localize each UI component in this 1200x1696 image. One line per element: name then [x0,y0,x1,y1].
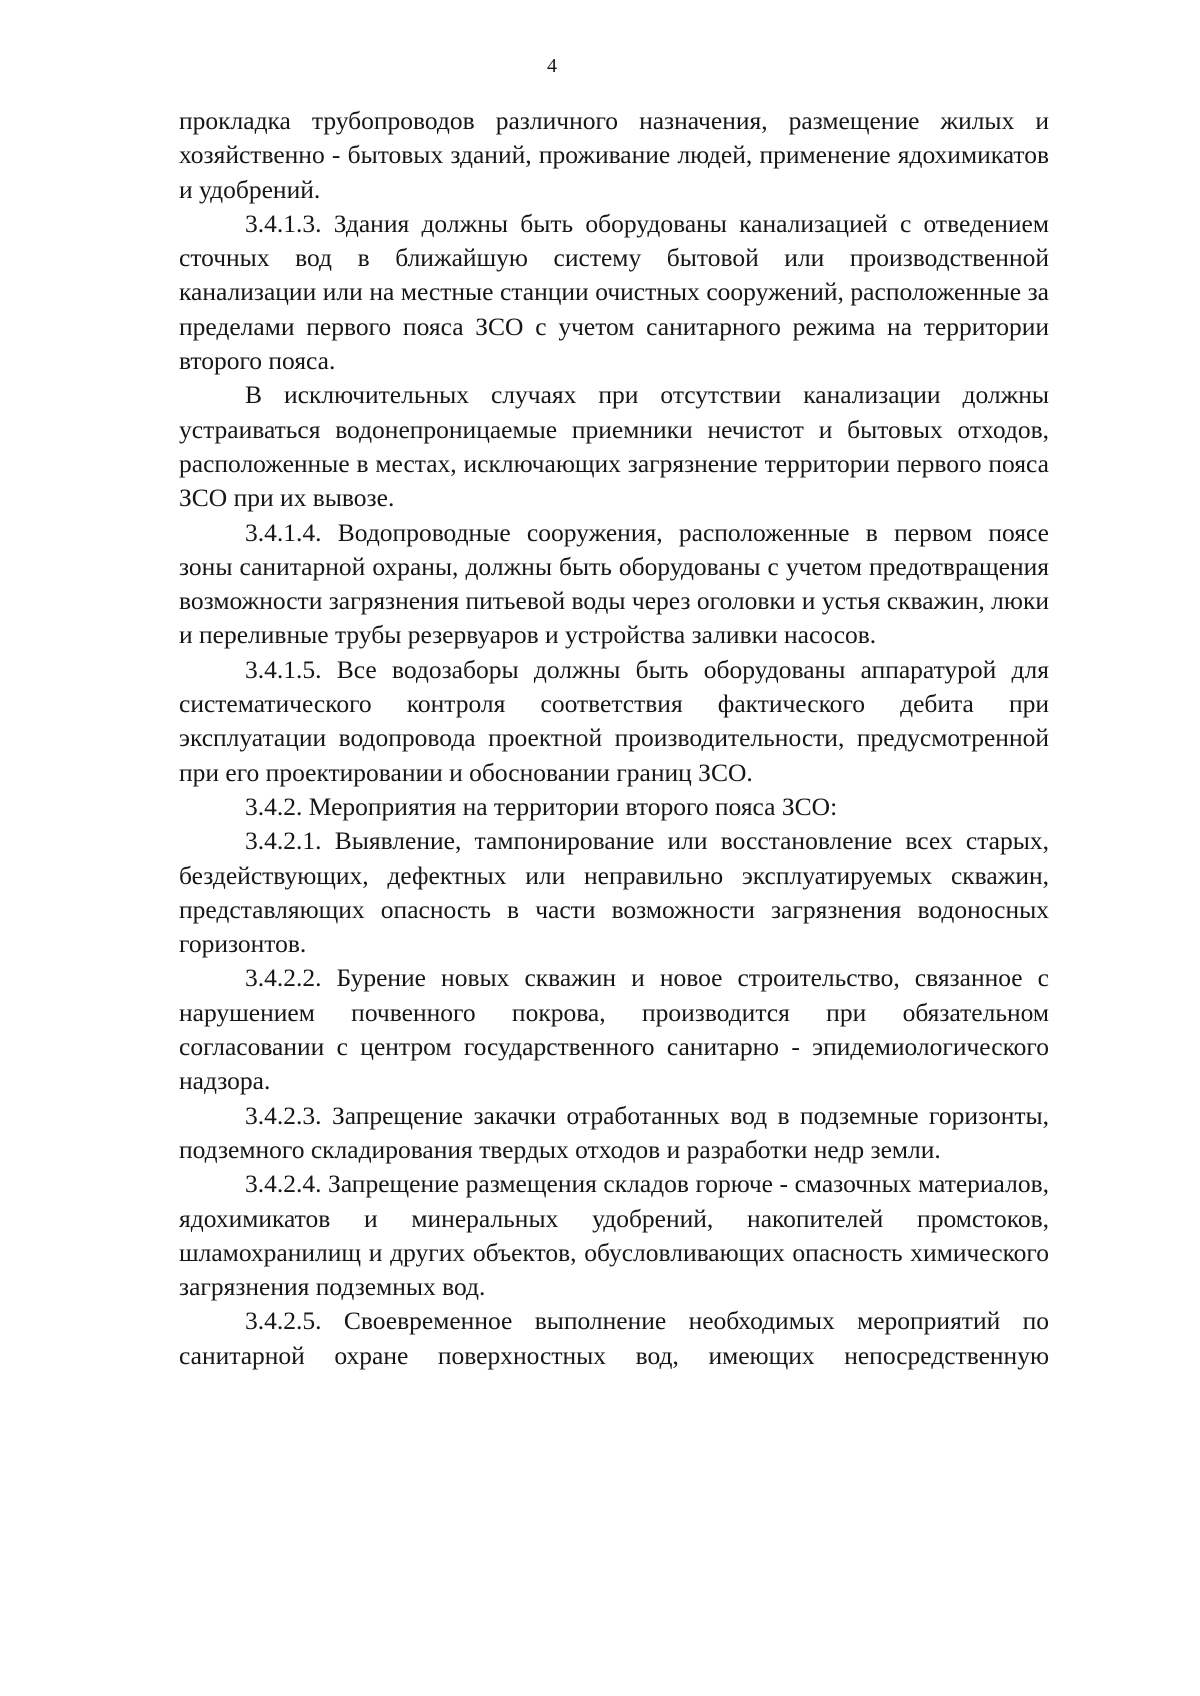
paragraph: В исключительных случаях при отсутствии канализации должны устраиваться водонепроницаемые приемники нечистот и бытовых отходов, расположенные в местах, исключающих загрязнение территории первого пояса ЗСО при их вывозе. [179,380,1049,513]
paragraph: 3.4.2.4. Запрещение размещения складов горюче - смазочных материалов, ядохимикатов и минеральных удобрений, накопителей промстоков, шламохранилищ и других объектов, обусловливающих опасность химического загрязнения подземных вод. [179,1169,1049,1302]
paragraph: 3.4.2.1. Выявление, тампонирование или восстановление всех старых, бездействующих, дефектных или неправильно эксплуатируемых скважин, представляющих опасность в части возможности загрязнения водоносных горизонтов. [179,826,1049,959]
paragraph: 3.4.2. Мероприятия на территории второго пояса ЗСО: [245,791,838,821]
paragraph: 3.4.2.3. Запрещение закачки отработанных вод в подземные горизонты, подземного складирования твердых отходов и разработки недр земли. [179,1100,1049,1164]
paragraph: 3.4.1.4. Водопроводные сооружения, расположенные в первом поясе зоны санитарной охраны, должны быть оборудованы с учетом предотвращения возможности загрязнения питьевой воды через оголовки и устья скважин, люки и переливные трубы резервуаров и устройства заливки насосов. [179,517,1049,650]
document-body [179,104,1049,1373]
paragraph: 3.4.2.2. Бурение новых скважин и новое строительство, связанное с нарушением почвенного покрова, производится при обязательном согласовании с центром государственного санитарно - эпидемиологического надзора. [179,963,1049,1096]
page-number: 4 [547,55,557,77]
paragraph: прокладка трубопроводов различного назначения, размещение жилых и хозяйственно - бытовых зданий, проживание людей, применение ядохимикатов и удобрений. [179,106,1049,204]
paragraph: 3.4.1.5. Все водозаборы должны быть оборудованы аппаратурой для систематического контроля соответствия фактического дебита при эксплуатации водопровода проектной производительности, предусмотренной при его проектировании и обосновании границ ЗСО. [179,654,1049,787]
paragraph-continued: 3.4.2.5. Своевременное выполнение необходимых мероприятий по санитарной охране поверхностных вод, имеющих непосредственную [179,1306,1049,1370]
paragraph: 3.4.1.3. Здания должны быть оборудованы канализацией с отведением сточных вод в ближайшую систему бытовой или производственной канализации или на местные станции очистных сооружений, расположенные за пределами первого пояса ЗСО с учетом санитарного режима на территории второго пояса. [179,208,1049,376]
